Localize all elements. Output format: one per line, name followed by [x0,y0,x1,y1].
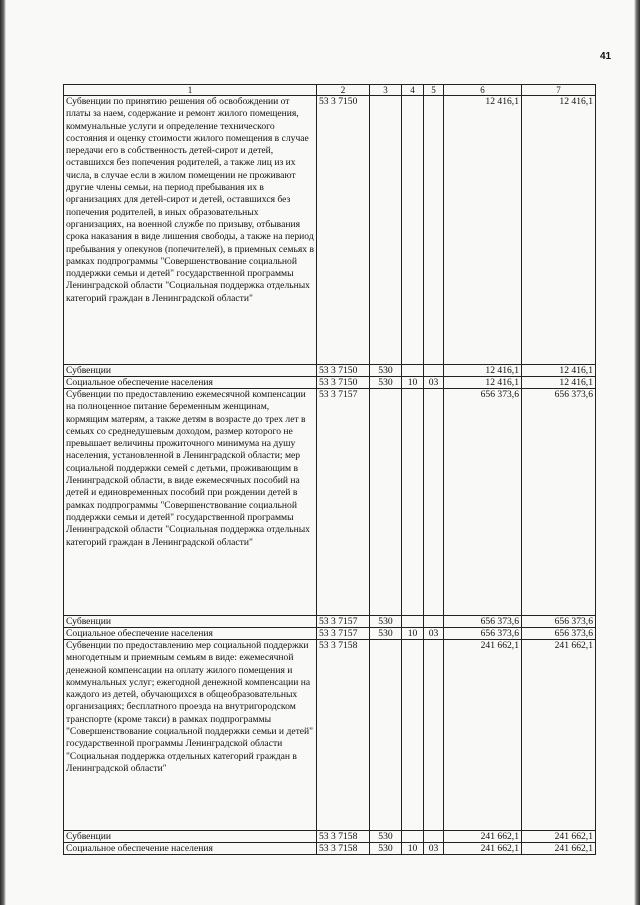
header-col-5: 5 [424,85,444,96]
row-sum-1: 241 662,1 [444,640,522,831]
row-description: Субвенции [64,365,317,377]
header-row [64,85,596,96]
row-expense-type [370,640,402,831]
header-col-3: 3 [370,85,402,96]
row-target-code: 53 3 7158 [317,843,370,855]
page-number: 41 [600,51,612,62]
row-expense-type: 530 [370,831,402,843]
row-sum-2: 656 373,6 [522,616,596,628]
row-subsection [424,365,444,377]
table-row [64,377,596,389]
row-target-code: 53 3 7150 [317,377,370,389]
row-target-code: 53 3 7157 [317,628,370,640]
row-sum-1: 656 373,6 [444,628,522,640]
row-sum-1: 656 373,6 [444,616,522,628]
row-section [402,831,424,843]
row-section [402,96,424,365]
row-section [402,640,424,831]
row-subsection [424,640,444,831]
row-sum-1: 656 373,6 [444,389,522,616]
budget-table [63,84,596,855]
row-target-code: 53 3 7158 [317,640,370,831]
row-sum-1: 12 416,1 [444,377,522,389]
row-target-code: 53 3 7150 [317,365,370,377]
row-sum-2: 241 662,1 [522,831,596,843]
header-col-6: 6 [444,85,522,96]
scan-edge-right [634,0,640,905]
table-row [64,628,596,640]
row-subsection [424,389,444,616]
table-row [64,365,596,377]
table-row [64,96,596,365]
header-col-7: 7 [522,85,596,96]
row-section: 10 [402,628,424,640]
row-expense-type [370,389,402,616]
row-subsection [424,831,444,843]
table-row [64,640,596,831]
row-section [402,616,424,628]
row-expense-type: 530 [370,377,402,389]
row-target-code: 53 3 7150 [317,96,370,365]
row-subsection [424,616,444,628]
row-sum-2: 12 416,1 [522,365,596,377]
row-description: Социальное обеспечение населения [64,843,317,855]
row-description: Субвенции по принятию решения об освобождении от платы за наем, содержание и ремонт жилого помещения, коммунальные услуги и определение технического состояния и оценку стоимости жилого помещения в случае передачи его в собственность детей-сирот и детей, оставшихся без попечения родителей, а также лиц из их числа, в случае если в жилом помещении не проживают другие члены семьи, на период пребывания их в организациях для детей-сирот и детей, оставшихся без попечения родителей, в иных образовательных организациях, на военной службе по призыву, отбывания срока наказания в виде лишения свободы, а также на период пребывания у опекунов (попечителей), в приемных семьях в рамках подпрограммы "Совершенствование социальной поддержки семьи и детей" государственной программы Ленинградской области "Социальная поддержка отдельных категорий граждан в Ленинградской области" [64,96,317,365]
row-expense-type: 530 [370,628,402,640]
row-expense-type: 530 [370,843,402,855]
row-description: Субвенции [64,616,317,628]
row-sum-1: 241 662,1 [444,831,522,843]
row-sum-2: 656 373,6 [522,628,596,640]
table-row [64,831,596,843]
row-sum-2: 241 662,1 [522,843,596,855]
row-section [402,389,424,616]
row-section: 10 [402,843,424,855]
row-subsection [424,96,444,365]
row-subsection: 03 [424,843,444,855]
row-sum-2: 241 662,1 [522,640,596,831]
row-subsection: 03 [424,628,444,640]
header-col-4: 4 [402,85,424,96]
scan-edge-left [0,0,6,905]
row-description: Социальное обеспечение населения [64,628,317,640]
row-expense-type [370,96,402,365]
table-row [64,616,596,628]
row-section: 10 [402,377,424,389]
header-col-1: 1 [64,85,317,96]
row-description: Социальное обеспечение населения [64,377,317,389]
row-target-code: 53 3 7158 [317,831,370,843]
row-sum-2: 656 373,6 [522,389,596,616]
row-sum-2: 12 416,1 [522,377,596,389]
row-description: Субвенции по предоставлению мер социальной поддержки многодетным и приемным семьям в виде: ежемесячной денежной компенсации на оплату жилого помещения и коммунальных услуг; ежегодной денежной компенсации на каждого из детей, обучающихся в общеобразовательных организациях; бесплатного проезда на внутригородском транспорте (кроме такси) в рамках подпрограммы "Совершенствование социальной поддержки семьи и детей" государственной программы Ленинградской области "Социальная поддержка отдельных категорий граждан в Ленинградской области" [64,640,317,831]
table-row [64,843,596,855]
row-sum-1: 241 662,1 [444,843,522,855]
row-target-code: 53 3 7157 [317,389,370,616]
row-description: Субвенции по предоставлению ежемесячной компенсации на полноценное питание беременным женщинам, кормящим матерям, а также детям в возрасте до трех лет в семьях со среднедушевым доходом, размер которого не превышает величины прожиточного минимума на душу населения, установленной в Ленинградской области; мер социальной поддержки семей с детьми, проживающим в Ленинградской области, в виде ежемесячных пособий на детей и единовременных пособий при рождении детей в рамках подпрограммы "Совершенствование социальной поддержки семьи и детей" государственной программы Ленинградской области "Социальная поддержка отдельных категорий граждан в Ленинградской области" [64,389,317,616]
table-row [64,389,596,616]
row-expense-type: 530 [370,365,402,377]
row-subsection: 03 [424,377,444,389]
row-sum-1: 12 416,1 [444,96,522,365]
row-description: Субвенции [64,831,317,843]
row-section [402,365,424,377]
row-sum-1: 12 416,1 [444,365,522,377]
header-col-2: 2 [317,85,370,96]
row-sum-2: 12 416,1 [522,96,596,365]
row-expense-type: 530 [370,616,402,628]
row-target-code: 53 3 7157 [317,616,370,628]
